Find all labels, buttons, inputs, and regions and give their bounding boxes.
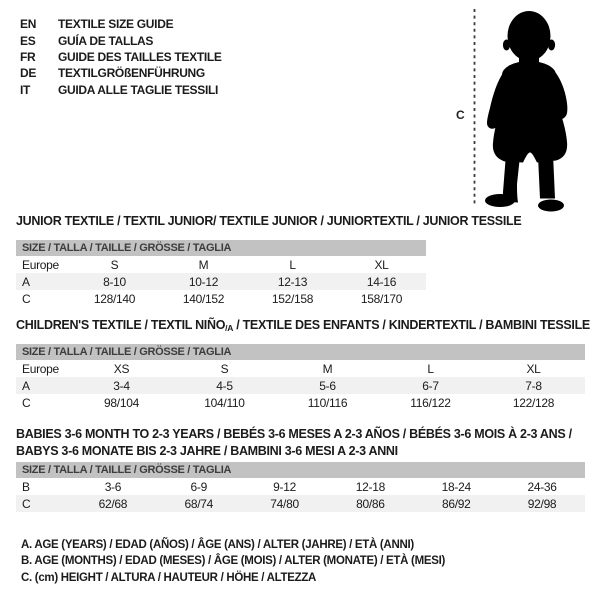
- lang-code: IT: [20, 82, 31, 97]
- table-cell: M: [322, 361, 333, 376]
- babies-title-line1: BABIES 3-6 MONTH TO 2-3 YEARS / BEBÉS 3-6 MESES A 2-3 AÑOS / BÉBÉS 3-6 MOIS À 2-3 ANS /: [16, 427, 572, 441]
- lang-code: ES: [20, 33, 36, 48]
- row-label: C: [22, 291, 31, 306]
- table-cell: 80/86: [356, 496, 385, 511]
- children-title-prefix: CHILDREN'S TEXTILE / TEXTIL NIÑO: [16, 318, 226, 332]
- size-header-bar: SIZE / TALLA / TAILLE / GRÖSSE / TAGLIA: [16, 240, 426, 256]
- table-row: [16, 360, 585, 377]
- table-cell: 24-36: [527, 479, 557, 494]
- lang-row-de: [20, 65, 222, 81]
- table-cell: 9-12: [273, 479, 296, 494]
- table-row: [16, 495, 585, 512]
- lang-row-it: [20, 82, 222, 98]
- footnote-a: A. AGE (YEARS) / EDAD (AÑOS) / ÂGE (ANS) / ALTER (JAHRE) / ETÀ (ANNI): [21, 539, 414, 551]
- toddler-silhouette-icon: [470, 6, 595, 216]
- table-cell: 140/152: [182, 291, 225, 306]
- lang-title: TEXTILE SIZE GUIDE: [58, 17, 174, 32]
- table-cell: M: [198, 257, 209, 272]
- children-section-title: [16, 317, 590, 337]
- footnotes: [21, 537, 445, 586]
- table-cell: 158/170: [360, 291, 403, 306]
- table-cell: XL: [374, 257, 389, 272]
- lang-code: EN: [20, 17, 37, 32]
- row-label: A: [22, 274, 30, 289]
- table-cell: 68/74: [184, 496, 213, 511]
- table-cell: XL: [526, 361, 541, 376]
- junior-section-title: JUNIOR TEXTILE / TEXTIL JUNIOR/ TEXTILE JUNIOR / JUNIORTEXTIL / JUNIOR TESSILE: [16, 214, 522, 228]
- table-cell: 3-6: [104, 479, 122, 494]
- table-cell: S: [220, 361, 229, 376]
- measurement-figure: [456, 6, 595, 216]
- table-row: [16, 377, 585, 394]
- size-header-bar: SIZE / TALLA / TAILLE / GRÖSSE / TAGLIA: [16, 344, 585, 360]
- table-cell: 104/110: [204, 395, 245, 410]
- children-title-suffix: / TEXTILE DES ENFANTS / KINDERTEXTIL / BAMBINI TESSILE: [233, 318, 590, 332]
- table-cell: 5-6: [319, 378, 336, 393]
- row-label: Europe: [22, 361, 59, 376]
- row-label: C: [22, 496, 31, 511]
- children-title-subscript: /A: [225, 323, 234, 333]
- lang-code: FR: [20, 49, 36, 64]
- table-cell: 14-16: [366, 274, 397, 289]
- lang-title: GUIDE DES TAILLES TEXTILE: [58, 49, 222, 64]
- table-row: [16, 394, 585, 411]
- lang-row-en: [20, 16, 222, 32]
- footnote-b: B. AGE (MONTHS) / EDAD (MESES) / ÂGE (MOIS) / ALTER (MONATE) / ETÀ (MESI): [21, 555, 446, 568]
- row-label: C: [22, 395, 31, 410]
- babies-section-title: [16, 426, 572, 460]
- children-size-table: [16, 344, 585, 411]
- lang-code: DE: [20, 66, 37, 81]
- table-cell: 110/116: [307, 395, 348, 410]
- table-cell: L: [427, 361, 434, 376]
- table-cell: 7-8: [525, 378, 542, 393]
- language-header: [20, 16, 222, 98]
- table-cell: 62/68: [98, 496, 128, 511]
- row-label: Europe: [22, 257, 59, 272]
- table-cell: XS: [113, 361, 130, 376]
- junior-size-table: [16, 240, 426, 307]
- row-label: B: [22, 479, 30, 494]
- footnote-c: C. (cm) HEIGHT / ALTURA / HAUTEUR / HÖHE / ALTEZZA: [21, 571, 317, 584]
- row-label: A: [22, 378, 30, 393]
- table-cell: 116/122: [410, 395, 451, 410]
- lang-row-fr: [20, 49, 222, 65]
- size-header-bar: SIZE / TALLA / TAILLE / GRÖSSE / TAGLIA: [16, 462, 585, 478]
- table-cell: 10-12: [188, 274, 219, 289]
- lang-title: GUIDA ALLE TAGLIE TESSILI: [58, 82, 219, 97]
- table-cell: S: [110, 257, 119, 272]
- table-cell: 6-7: [422, 378, 439, 393]
- table-cell: 92/98: [527, 496, 557, 511]
- table-row: [16, 290, 426, 307]
- lang-title: TEXTILGRÖßENFÜHRUNG: [58, 66, 205, 81]
- table-cell: 12-18: [355, 479, 385, 494]
- table-cell: 128/140: [93, 291, 136, 306]
- table-cell: 3-4: [113, 378, 130, 393]
- babies-size-table: [16, 462, 585, 512]
- height-c-label: C: [456, 108, 465, 122]
- table-row: [16, 256, 426, 273]
- table-row: [16, 478, 585, 495]
- table-cell: 18-24: [441, 479, 471, 494]
- lang-row-es: [20, 32, 222, 48]
- babies-title-line2: BABYS 3-6 MONATE BIS 2-3 JAHRE / BAMBINI 3-6 MESI A 2-3 ANNI: [16, 444, 398, 458]
- table-cell: 12-13: [277, 274, 308, 289]
- table-cell: L: [289, 257, 296, 272]
- table-cell: 4-5: [216, 378, 233, 393]
- table-cell: 74/80: [270, 496, 299, 511]
- lang-title: GUÍA DE TALLAS: [58, 33, 154, 48]
- table-row: [16, 273, 426, 290]
- table-cell: 8-10: [103, 274, 126, 289]
- table-cell: 98/104: [104, 395, 139, 410]
- table-cell: 122/128: [512, 395, 555, 410]
- table-cell: 86/92: [441, 496, 471, 511]
- table-cell: 6-9: [190, 479, 207, 494]
- table-cell: 152/158: [271, 291, 314, 306]
